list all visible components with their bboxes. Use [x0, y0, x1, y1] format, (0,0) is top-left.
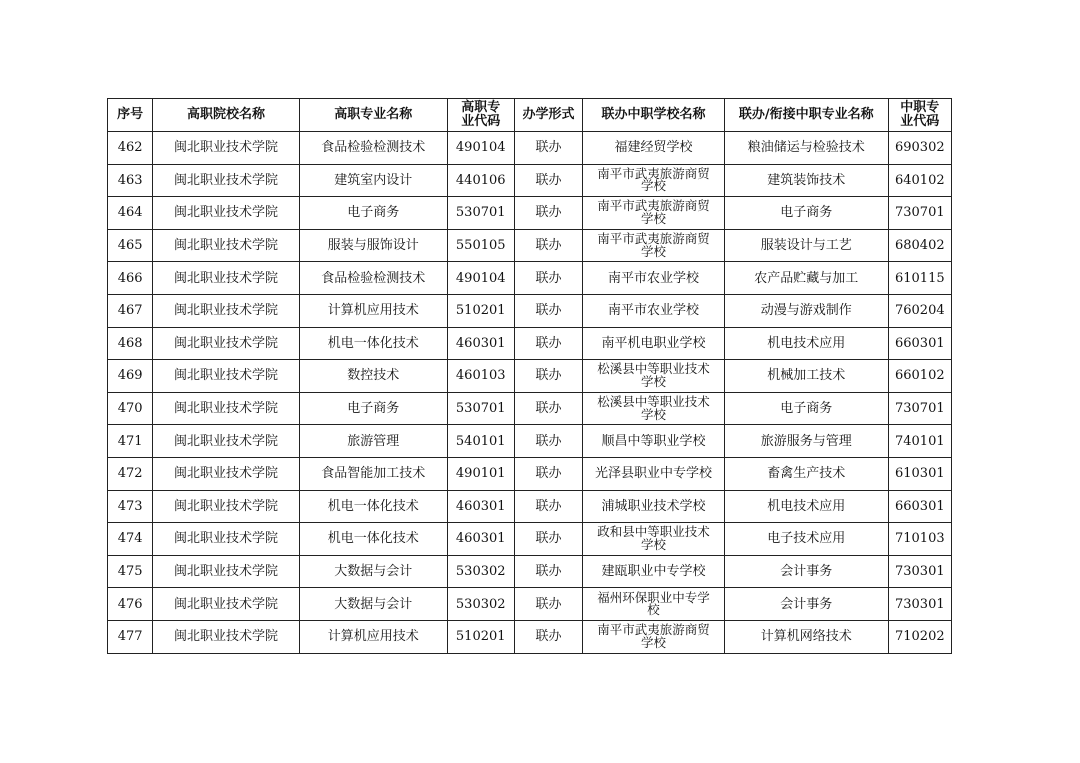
partner-code-cell: 730301: [888, 588, 951, 621]
seq-cell: 469: [108, 360, 153, 393]
seq-cell: 464: [108, 197, 153, 230]
mode-cell: 联办: [514, 132, 582, 165]
major-cell: 机电一体化技术: [299, 490, 447, 523]
seq-cell: 462: [108, 132, 153, 165]
partner-code-cell: 730301: [888, 555, 951, 588]
college-cell: 闽北职业技术学院: [153, 294, 300, 327]
partner-school-cell: 南平市农业学校: [583, 294, 725, 327]
table-row: [108, 164, 952, 197]
seq-cell: 468: [108, 327, 153, 360]
partner-school-cell: 南平机电职业学校: [583, 327, 725, 360]
major-code-cell: 510201: [447, 620, 514, 653]
partner-major-cell: 畜禽生产技术: [724, 457, 888, 490]
major-cell: 食品智能加工技术: [299, 457, 447, 490]
major-code-cell: 540101: [447, 425, 514, 458]
major-code-cell: 530701: [447, 392, 514, 425]
partner-code-cell: 660301: [888, 327, 951, 360]
mode-cell: 联办: [514, 392, 582, 425]
college-cell: 闽北职业技术学院: [153, 588, 300, 621]
partner-code-cell: 610301: [888, 457, 951, 490]
table-row: [108, 425, 952, 458]
major-cell: 食品检验检测技术: [299, 132, 447, 165]
mode-cell: 联办: [514, 164, 582, 197]
seq-cell: 474: [108, 523, 153, 556]
mode-cell: 联办: [514, 457, 582, 490]
major-code-cell: 550105: [447, 229, 514, 262]
partner-major-cell: 机电技术应用: [724, 490, 888, 523]
partner-major-cell: 电子商务: [724, 392, 888, 425]
enrollment-table: [107, 98, 952, 654]
table-row: [108, 588, 952, 621]
col-partner-code-header: 中职专 业代码: [888, 99, 951, 132]
partner-school-cell: 南平市武夷旅游商贸 学校: [583, 164, 725, 197]
major-code-cell: 460301: [447, 490, 514, 523]
partner-school-cell: 政和县中等职业技术 学校: [583, 523, 725, 556]
major-cell: 计算机应用技术: [299, 620, 447, 653]
table-row: [108, 457, 952, 490]
college-cell: 闽北职业技术学院: [153, 457, 300, 490]
major-cell: 服装与服饰设计: [299, 229, 447, 262]
seq-cell: 467: [108, 294, 153, 327]
mode-cell: 联办: [514, 294, 582, 327]
table-row: [108, 262, 952, 295]
table-row: [108, 327, 952, 360]
partner-school-cell: 南平市武夷旅游商贸 学校: [583, 229, 725, 262]
mode-cell: 联办: [514, 490, 582, 523]
college-cell: 闽北职业技术学院: [153, 229, 300, 262]
college-cell: 闽北职业技术学院: [153, 523, 300, 556]
partner-code-cell: 660102: [888, 360, 951, 393]
mode-cell: 联办: [514, 327, 582, 360]
partner-code-cell: 710103: [888, 523, 951, 556]
partner-major-cell: 计算机网络技术: [724, 620, 888, 653]
partner-major-cell: 粮油储运与检验技术: [724, 132, 888, 165]
major-code-cell: 530701: [447, 197, 514, 230]
partner-school-cell: 建瓯职业中专学校: [583, 555, 725, 588]
partner-code-cell: 760204: [888, 294, 951, 327]
col-major-header: 高职专业名称: [299, 99, 447, 132]
seq-cell: 476: [108, 588, 153, 621]
partner-major-cell: 农产品贮藏与加工: [724, 262, 888, 295]
major-code-cell: 440106: [447, 164, 514, 197]
mode-cell: 联办: [514, 523, 582, 556]
partner-major-cell: 建筑装饰技术: [724, 164, 888, 197]
table-row: [108, 620, 952, 653]
table-row: [108, 523, 952, 556]
table-body: [108, 132, 952, 654]
partner-code-cell: 690302: [888, 132, 951, 165]
partner-school-cell: 福建经贸学校: [583, 132, 725, 165]
college-cell: 闽北职业技术学院: [153, 555, 300, 588]
table-row: [108, 132, 952, 165]
partner-major-cell: 服装设计与工艺: [724, 229, 888, 262]
seq-cell: 465: [108, 229, 153, 262]
major-code-cell: 490104: [447, 262, 514, 295]
seq-cell: 477: [108, 620, 153, 653]
major-cell: 电子商务: [299, 392, 447, 425]
college-cell: 闽北职业技术学院: [153, 262, 300, 295]
partner-school-cell: 光泽县职业中专学校: [583, 457, 725, 490]
partner-school-cell: 松溪县中等职业技术 学校: [583, 392, 725, 425]
col-seq-header: 序号: [108, 99, 153, 132]
table-row: [108, 490, 952, 523]
major-cell: 电子商务: [299, 197, 447, 230]
mode-cell: 联办: [514, 360, 582, 393]
college-cell: 闽北职业技术学院: [153, 164, 300, 197]
college-cell: 闽北职业技术学院: [153, 132, 300, 165]
major-code-cell: 530302: [447, 555, 514, 588]
col-major-code-header: 高职专 业代码: [447, 99, 514, 132]
partner-code-cell: 730701: [888, 392, 951, 425]
col-college-header: 高职院校名称: [153, 99, 300, 132]
college-cell: 闽北职业技术学院: [153, 360, 300, 393]
college-cell: 闽北职业技术学院: [153, 425, 300, 458]
partner-school-cell: 松溪县中等职业技术 学校: [583, 360, 725, 393]
partner-major-cell: 电子技术应用: [724, 523, 888, 556]
major-cell: 机电一体化技术: [299, 327, 447, 360]
mode-cell: 联办: [514, 555, 582, 588]
college-cell: 闽北职业技术学院: [153, 392, 300, 425]
table-row: [108, 360, 952, 393]
seq-cell: 475: [108, 555, 153, 588]
col-mode-header: 办学形式: [514, 99, 582, 132]
mode-cell: 联办: [514, 588, 582, 621]
major-cell: 数控技术: [299, 360, 447, 393]
table-row: [108, 197, 952, 230]
col-partner-school-header: 联办中职学校名称: [583, 99, 725, 132]
partner-code-cell: 710202: [888, 620, 951, 653]
partner-school-cell: 南平市武夷旅游商贸 学校: [583, 620, 725, 653]
major-code-cell: 490101: [447, 457, 514, 490]
seq-cell: 463: [108, 164, 153, 197]
seq-cell: 473: [108, 490, 153, 523]
major-code-cell: 460301: [447, 523, 514, 556]
major-cell: 计算机应用技术: [299, 294, 447, 327]
major-code-cell: 510201: [447, 294, 514, 327]
college-cell: 闽北职业技术学院: [153, 327, 300, 360]
partner-major-cell: 会计事务: [724, 588, 888, 621]
table-row: [108, 392, 952, 425]
seq-cell: 471: [108, 425, 153, 458]
major-cell: 机电一体化技术: [299, 523, 447, 556]
partner-school-cell: 南平市农业学校: [583, 262, 725, 295]
mode-cell: 联办: [514, 425, 582, 458]
college-cell: 闽北职业技术学院: [153, 620, 300, 653]
partner-major-cell: 机械加工技术: [724, 360, 888, 393]
table-row: [108, 555, 952, 588]
table-header-row: [108, 99, 952, 132]
major-cell: 建筑室内设计: [299, 164, 447, 197]
partner-school-cell: 顺昌中等职业学校: [583, 425, 725, 458]
partner-code-cell: 740101: [888, 425, 951, 458]
college-cell: 闽北职业技术学院: [153, 490, 300, 523]
major-cell: 大数据与会计: [299, 555, 447, 588]
major-cell: 食品检验检测技术: [299, 262, 447, 295]
document-page: [107, 98, 952, 654]
partner-major-cell: 电子商务: [724, 197, 888, 230]
major-cell: 大数据与会计: [299, 588, 447, 621]
partner-major-cell: 会计事务: [724, 555, 888, 588]
major-cell: 旅游管理: [299, 425, 447, 458]
mode-cell: 联办: [514, 620, 582, 653]
partner-school-cell: 浦城职业技术学校: [583, 490, 725, 523]
partner-code-cell: 730701: [888, 197, 951, 230]
partner-major-cell: 动漫与游戏制作: [724, 294, 888, 327]
table-row: [108, 229, 952, 262]
major-code-cell: 530302: [447, 588, 514, 621]
major-code-cell: 490104: [447, 132, 514, 165]
major-code-cell: 460301: [447, 327, 514, 360]
partner-code-cell: 680402: [888, 229, 951, 262]
partner-major-cell: 机电技术应用: [724, 327, 888, 360]
partner-school-cell: 南平市武夷旅游商贸 学校: [583, 197, 725, 230]
mode-cell: 联办: [514, 229, 582, 262]
mode-cell: 联办: [514, 197, 582, 230]
partner-school-cell: 福州环保职业中专学 校: [583, 588, 725, 621]
table-row: [108, 294, 952, 327]
seq-cell: 470: [108, 392, 153, 425]
major-code-cell: 460103: [447, 360, 514, 393]
seq-cell: 472: [108, 457, 153, 490]
seq-cell: 466: [108, 262, 153, 295]
partner-code-cell: 640102: [888, 164, 951, 197]
partner-code-cell: 610115: [888, 262, 951, 295]
partner-major-cell: 旅游服务与管理: [724, 425, 888, 458]
mode-cell: 联办: [514, 262, 582, 295]
college-cell: 闽北职业技术学院: [153, 197, 300, 230]
col-partner-major-header: 联办/衔接中职专业名称: [724, 99, 888, 132]
partner-code-cell: 660301: [888, 490, 951, 523]
